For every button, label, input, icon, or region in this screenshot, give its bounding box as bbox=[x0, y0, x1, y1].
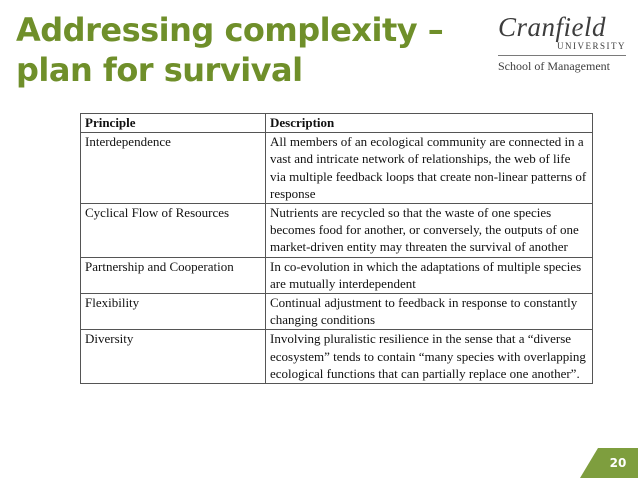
table-row bbox=[81, 294, 593, 330]
table-row bbox=[81, 204, 593, 258]
page-number-tab-notch bbox=[580, 448, 598, 478]
description-cell: All members of an ecological community are connected in a vast and intricate network of relationships, the web of life via multiple feedback loops that create non-linear patterns of response bbox=[266, 133, 593, 204]
description-cell: Continual adjustment to feedback in response to constantly changing conditions bbox=[266, 294, 593, 330]
principles-table bbox=[80, 113, 593, 384]
principle-cell: Cyclical Flow of Resources bbox=[81, 204, 266, 258]
table-header-row bbox=[81, 114, 593, 133]
principle-cell: Flexibility bbox=[81, 294, 266, 330]
description-cell: Involving pluralistic resilience in the sense that a “diverse ecosystem” tends to contain “many species with overlapping ecological functions that can partially replace one another”. bbox=[266, 330, 593, 384]
logo-wordmark: Cranfield bbox=[498, 12, 607, 42]
principle-cell: Partnership and Cooperation bbox=[81, 257, 266, 293]
header-description: Description bbox=[266, 114, 593, 133]
logo-university: UNIVERSITY bbox=[498, 41, 626, 56]
description-cell: In co-evolution in which the adaptations of multiple species are mutually interdependent bbox=[266, 257, 593, 293]
principle-cell: Diversity bbox=[81, 330, 266, 384]
logo-school: School of Management bbox=[498, 59, 610, 73]
slide-title-line-1: Addressing complexity – bbox=[16, 11, 444, 49]
cranfield-logo bbox=[498, 14, 626, 73]
slide-title-line-2: plan for survival bbox=[16, 51, 303, 89]
page-number: 20 bbox=[598, 448, 638, 478]
table-row bbox=[81, 330, 593, 384]
slide-title bbox=[16, 10, 443, 90]
header-principle: Principle bbox=[81, 114, 266, 133]
table-row bbox=[81, 133, 593, 204]
table-row bbox=[81, 257, 593, 293]
description-cell: Nutrients are recycled so that the waste of one species becomes food for another, or conversely, the outputs of one market-driven entity may threaten the survival of another bbox=[266, 204, 593, 258]
principle-cell: Interdependence bbox=[81, 133, 266, 204]
